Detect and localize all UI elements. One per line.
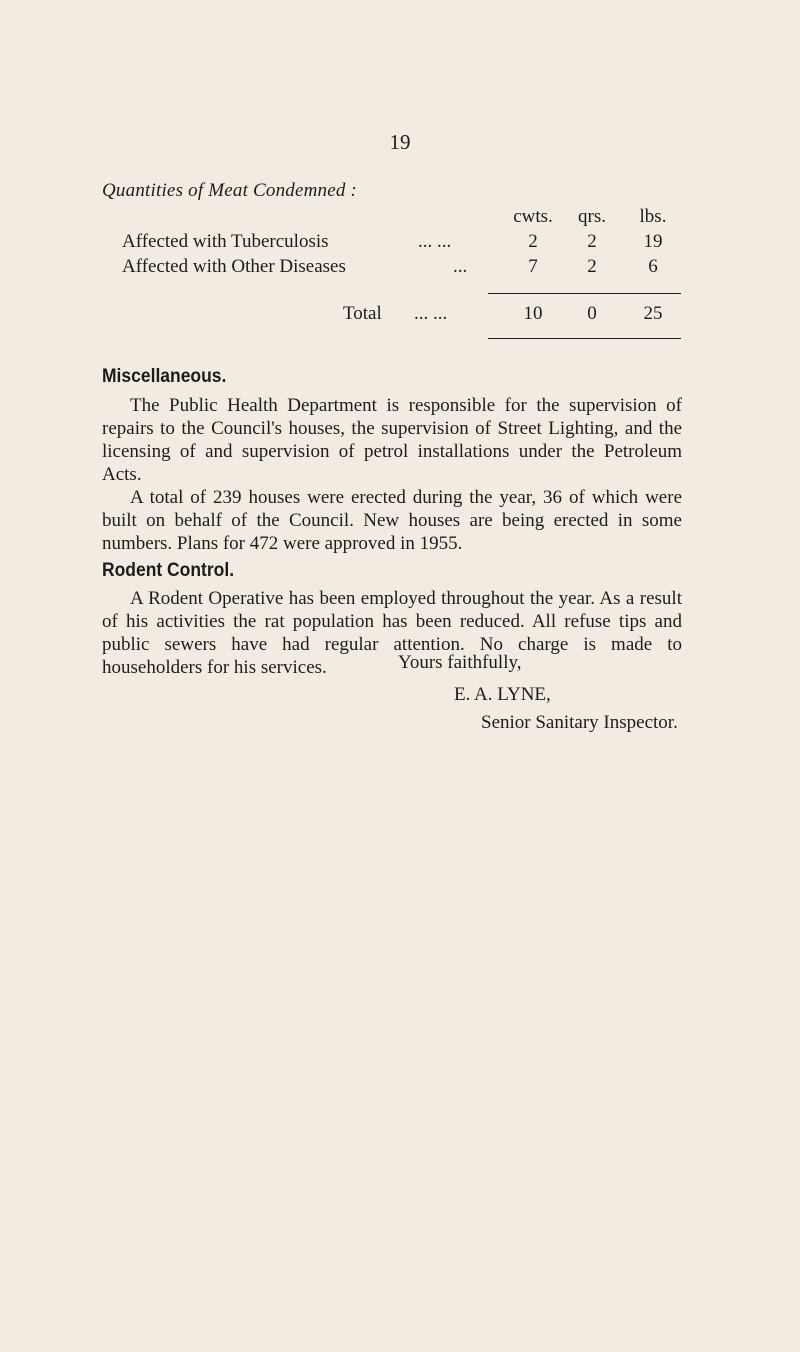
row-cwts: 7 xyxy=(528,256,538,277)
row-lbs: 6 xyxy=(648,256,658,277)
column-header-lbs: lbs. xyxy=(639,206,667,227)
row-lbs: 19 xyxy=(643,231,663,252)
row-qrs: 2 xyxy=(587,256,597,277)
paragraph-rodent-operative: A Rodent Operative has been employed throughout the year. As a result of his activities the rat population has been reduced. All refuse tips and public sewers have had regular attention. No charge is made to householders for his services. xyxy=(102,588,682,678)
column-header-qrs: qrs. xyxy=(578,206,606,227)
column-header-cwts: cwts. xyxy=(513,206,553,227)
total-cwts: 10 xyxy=(523,303,543,324)
row-qrs: 2 xyxy=(587,231,597,252)
paragraph-houses-erected: A total of 239 houses were erected during the year, 36 of which were built on behalf of the Council. New houses are being erected in some numbers. Plans for 472 were approved in 1955. xyxy=(102,487,682,554)
signature-closing: Yours faithfully, xyxy=(398,652,522,673)
total-row xyxy=(0,303,800,327)
page-number: 19 xyxy=(389,130,411,154)
table-row xyxy=(0,231,800,255)
table-title: Quantities of Meat Condemned : xyxy=(102,180,358,201)
total-leader: ... ... xyxy=(414,303,448,324)
total-qrs: 0 xyxy=(587,303,597,324)
section-heading-rodent-control: Rodent Control. xyxy=(102,560,235,581)
section-heading-miscellaneous: Miscellaneous. xyxy=(102,366,227,387)
table-header-row xyxy=(0,206,800,230)
signature-title: Senior Sanitary Inspector. xyxy=(481,712,678,733)
total-lbs: 25 xyxy=(643,303,663,324)
total-rule-top xyxy=(488,293,681,294)
row-cwts: 2 xyxy=(528,231,538,252)
paragraph-public-health: The Public Health Department is responsible for the supervision of repairs to the Council's houses, the supervision of Street Lighting, and the licensing of and supervision of petrol installations under the Petroleum Acts. xyxy=(102,395,682,485)
total-rule-bottom xyxy=(488,338,681,339)
row-leader: ... xyxy=(453,256,468,277)
table-row xyxy=(0,256,800,280)
total-label: Total xyxy=(343,303,382,324)
row-label: Affected with Other Diseases xyxy=(122,256,346,277)
row-leader: ... ... xyxy=(418,231,452,252)
signature-name: E. A. LYNE, xyxy=(454,684,551,705)
row-label: Affected with Tuberculosis xyxy=(122,231,329,252)
